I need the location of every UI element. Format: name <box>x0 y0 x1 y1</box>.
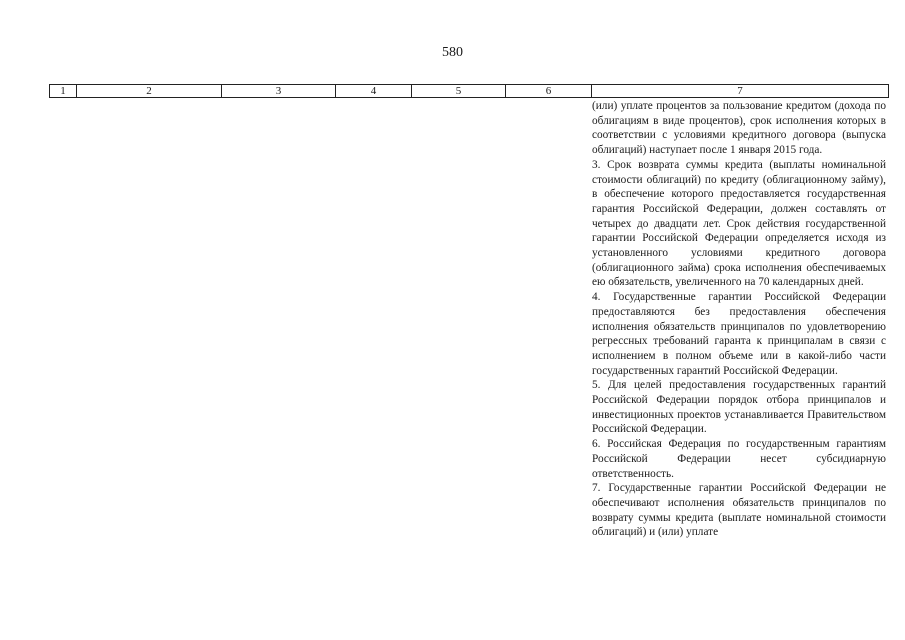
paragraph-continuation: (или) уплате процентов за пользование кредитом (дохода по облигациям в виде процентов), срок исполнения которых в соответствии с условиями кредитного договора (выпуска облигаций) наступает после 1 января 2015 года. <box>592 100 886 157</box>
column-number-1: 1 <box>50 85 77 98</box>
column-header-table <box>49 84 889 98</box>
column-7-text <box>592 99 886 540</box>
column-number-4: 4 <box>336 85 412 98</box>
paragraph-7: 7. Государственные гарантии Российской Федерации не обеспечивают исполнения обязательств принципалов по возврату суммы кредита (выплате номинальной стоимости облигаций) и (или) уплате <box>592 482 886 539</box>
column-number-7: 7 <box>592 85 889 98</box>
paragraph-6: 6. Российская Федерация по государственным гарантиям Российской Федерации несет субсидиарную ответственность. <box>592 438 886 480</box>
paragraph-4: 4. Государственные гарантии Российской Федерации предоставляются без предоставления обеспечения исполнения обязательств принципалов по удовлетворению регрессных требований гаранта к принципалам в связи с исполнением в полном объеме или в какой-либо части государственных гарантий Российской Федерации. <box>592 291 886 377</box>
column-number-5: 5 <box>412 85 506 98</box>
paragraph-5: 5. Для целей предоставления государственных гарантий Российской Федерации порядок отбора принципалов и инвестиционных проектов устанавливается Правительством Российской Федерации. <box>592 379 886 436</box>
column-number-6: 6 <box>506 85 592 98</box>
paragraph-3: 3. Срок возврата суммы кредита (выплаты номинальной стоимости облигаций) по кредиту (облигационному займу), в обеспечение которого предоставляется государственная гарантия Российской Федерации, должен составлять от четырех до двадцати лет. Срок действия государственной гарантии Российской Федерации определяется исходя из установленного условиями кредитного договора (облигационного займа) срока исполнения обеспечиваемых ею обязательств, увеличенного на 70 календарных дней. <box>592 158 886 289</box>
column-number-2: 2 <box>77 85 222 98</box>
page-number: 580 <box>442 45 463 60</box>
column-number-3: 3 <box>222 85 336 98</box>
column-number-row <box>50 85 889 98</box>
